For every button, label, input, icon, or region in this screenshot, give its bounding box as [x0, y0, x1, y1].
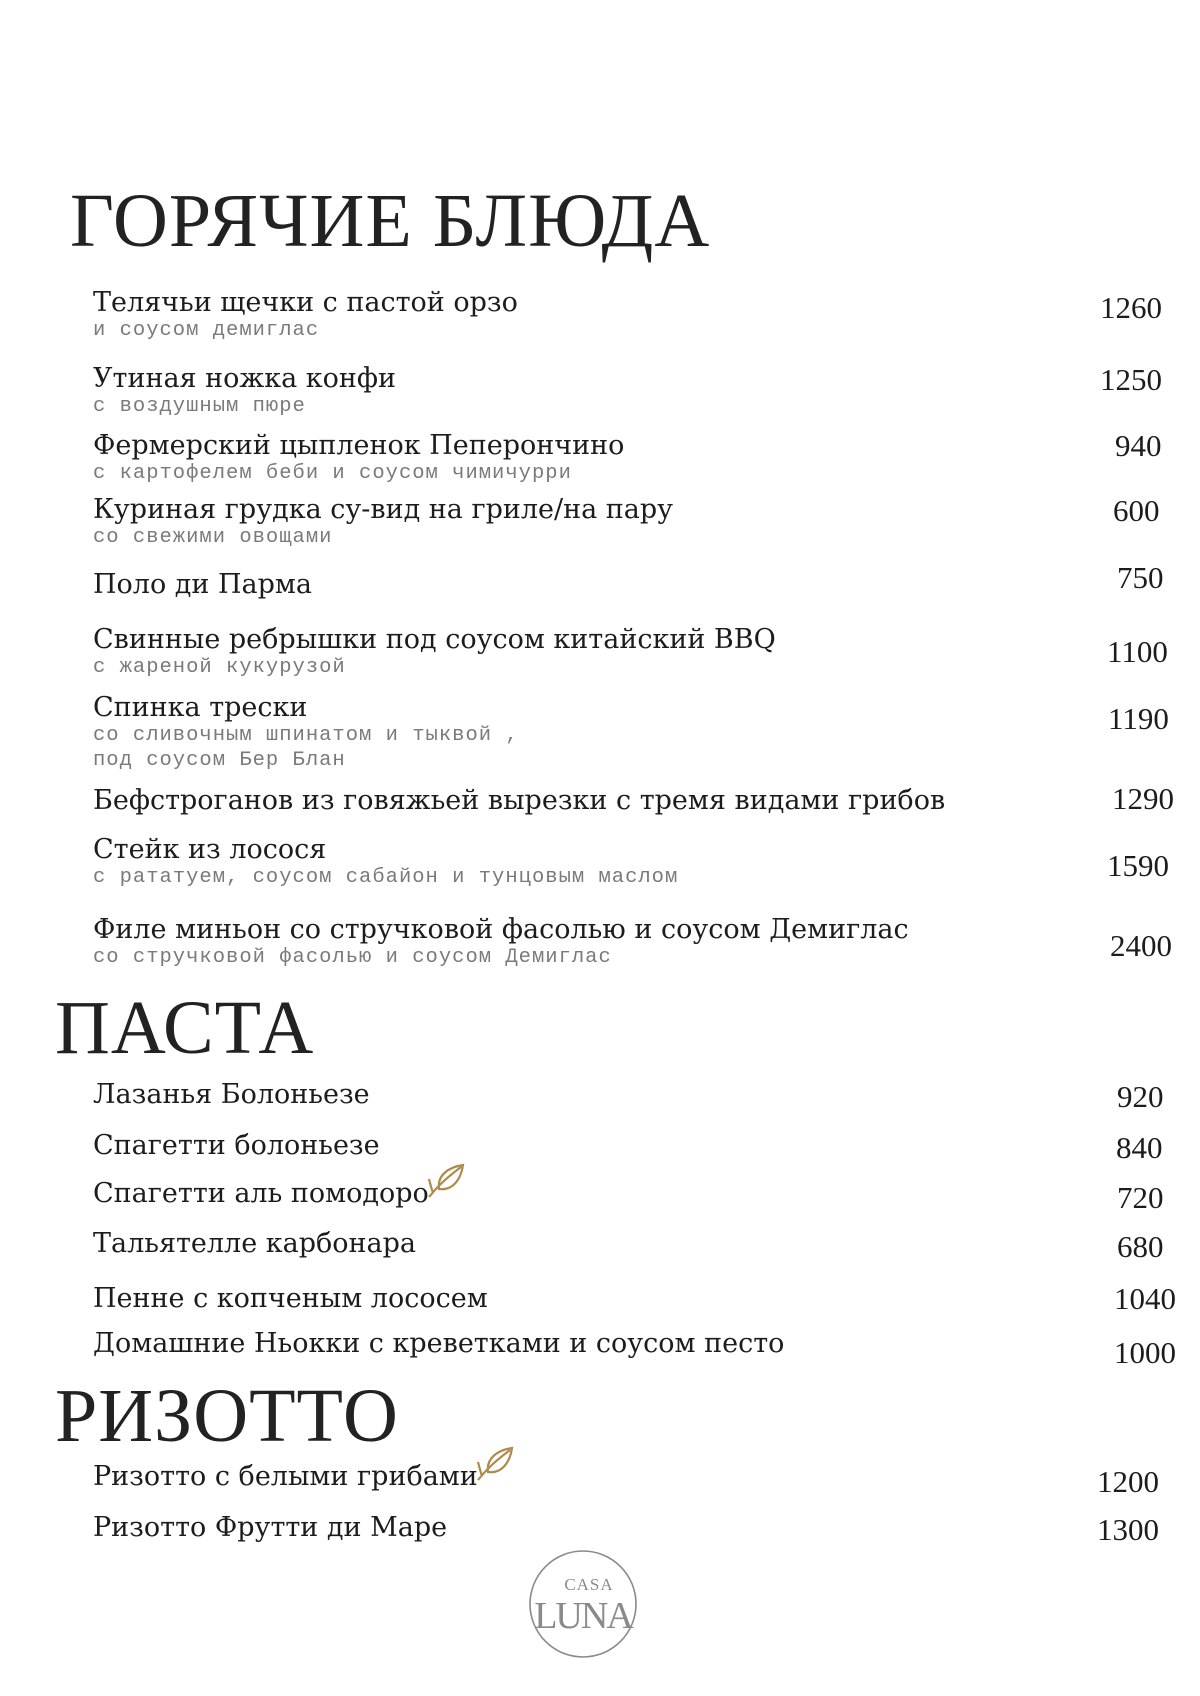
item-description: и соусом демиглас — [93, 319, 320, 342]
item-price: 840 — [1116, 1130, 1163, 1165]
item-description: под соусом Бер Блан — [93, 749, 346, 772]
logo-text-bottom: LUNA — [534, 1595, 632, 1637]
item-name — [93, 1462, 1173, 1492]
item-price: 750 — [1117, 560, 1164, 595]
item-name: Домашние Ньокки с креветками и соусом песто — [93, 1328, 785, 1359]
menu-item — [93, 1284, 1173, 1314]
item-name: Куриная грудка су-вид на гриле/на пару — [93, 494, 674, 525]
item-price: 1300 — [1097, 1512, 1159, 1547]
item-price: 1040 — [1114, 1281, 1176, 1316]
menu-item — [93, 431, 1173, 486]
menu-item — [93, 1462, 1173, 1492]
item-price: 2400 — [1110, 928, 1172, 963]
item-price: 1000 — [1114, 1335, 1176, 1370]
item-price: 1290 — [1112, 781, 1174, 816]
item-price: 940 — [1115, 428, 1162, 463]
item-price: 1100 — [1107, 634, 1168, 669]
menu-item — [93, 288, 1173, 343]
item-name: Спинка трески — [93, 692, 308, 723]
item-name-text: Ризотто с белыми грибами — [93, 1461, 478, 1492]
item-description: со свежими овощами — [93, 526, 333, 549]
menu-item — [93, 1513, 1173, 1543]
menu-item — [93, 786, 1173, 816]
item-name — [93, 1179, 1173, 1209]
item-name: Филе миньон со стручковой фасолью и соусом Демиглас — [93, 914, 909, 945]
leaf-icon — [427, 1163, 465, 1206]
menu-item — [93, 364, 1173, 419]
item-name: Тальятелле карбонара — [93, 1228, 417, 1259]
item-price: 1590 — [1107, 848, 1169, 883]
item-name: Лазанья Болоньезе — [93, 1079, 370, 1110]
menu-item — [93, 495, 1173, 550]
item-name: Пенне с копченым лососем — [93, 1283, 488, 1314]
item-name: Свинные ребрышки под соусом китайский BBQ — [93, 624, 776, 655]
menu-item — [93, 693, 1173, 773]
item-name: Спагетти болоньезе — [93, 1130, 380, 1161]
menu-item — [93, 1229, 1173, 1259]
section-title-hot-dishes: ГОРЯЧИЕ БЛЮДА — [70, 179, 711, 263]
item-description: со сливочным шпинатом и тыквой , — [93, 724, 519, 747]
item-description: со стручковой фасолью и соусом Демиглас — [93, 946, 612, 969]
item-name-text: Спагетти аль помодоро — [93, 1178, 429, 1209]
item-description: с воздушным пюре — [93, 395, 306, 418]
section-title-pasta: ПАСТА — [55, 986, 315, 1070]
section-title-risotto: РИЗОТТО — [55, 1374, 399, 1458]
menu-item — [93, 915, 1173, 970]
menu-item — [93, 1179, 1173, 1209]
leaf-icon — [476, 1446, 514, 1489]
item-name: Бефстроганов из говяжьей вырезки с тремя видами грибов — [93, 785, 946, 816]
item-name: Ризотто Фрутти ди Маре — [93, 1512, 448, 1543]
item-description: с картофелем беби и соусом чимичурри — [93, 462, 572, 485]
item-name: Фермерский цыпленок Пеперончино — [93, 430, 625, 461]
item-price: 720 — [1117, 1180, 1164, 1215]
item-name: Стейк из лосося — [93, 834, 327, 865]
item-name: Утиная ножка конфи — [93, 363, 397, 394]
item-description: с рататуем, соусом сабайон и тунцовым маслом — [93, 866, 679, 889]
menu-item — [93, 1329, 1173, 1359]
item-price: 600 — [1113, 493, 1160, 528]
menu-item — [93, 625, 1173, 680]
item-description: с жареной кукурузой — [93, 656, 346, 679]
item-price: 680 — [1117, 1229, 1164, 1264]
logo-text-top: CASA — [564, 1575, 614, 1594]
item-price: 1250 — [1100, 362, 1162, 397]
item-price: 1190 — [1108, 701, 1169, 736]
item-price: 1200 — [1097, 1464, 1159, 1499]
casa-luna-logo — [527, 1548, 639, 1660]
menu-item — [93, 835, 1173, 890]
menu-item — [93, 570, 1173, 600]
item-name: Поло ди Парма — [93, 569, 313, 600]
item-price: 920 — [1117, 1079, 1164, 1114]
menu-item — [93, 1080, 1173, 1110]
item-price: 1260 — [1100, 290, 1162, 325]
item-name: Телячьи щечки с пастой орзо — [93, 287, 518, 318]
logo-circle — [527, 1548, 639, 1660]
menu-item — [93, 1131, 1173, 1161]
